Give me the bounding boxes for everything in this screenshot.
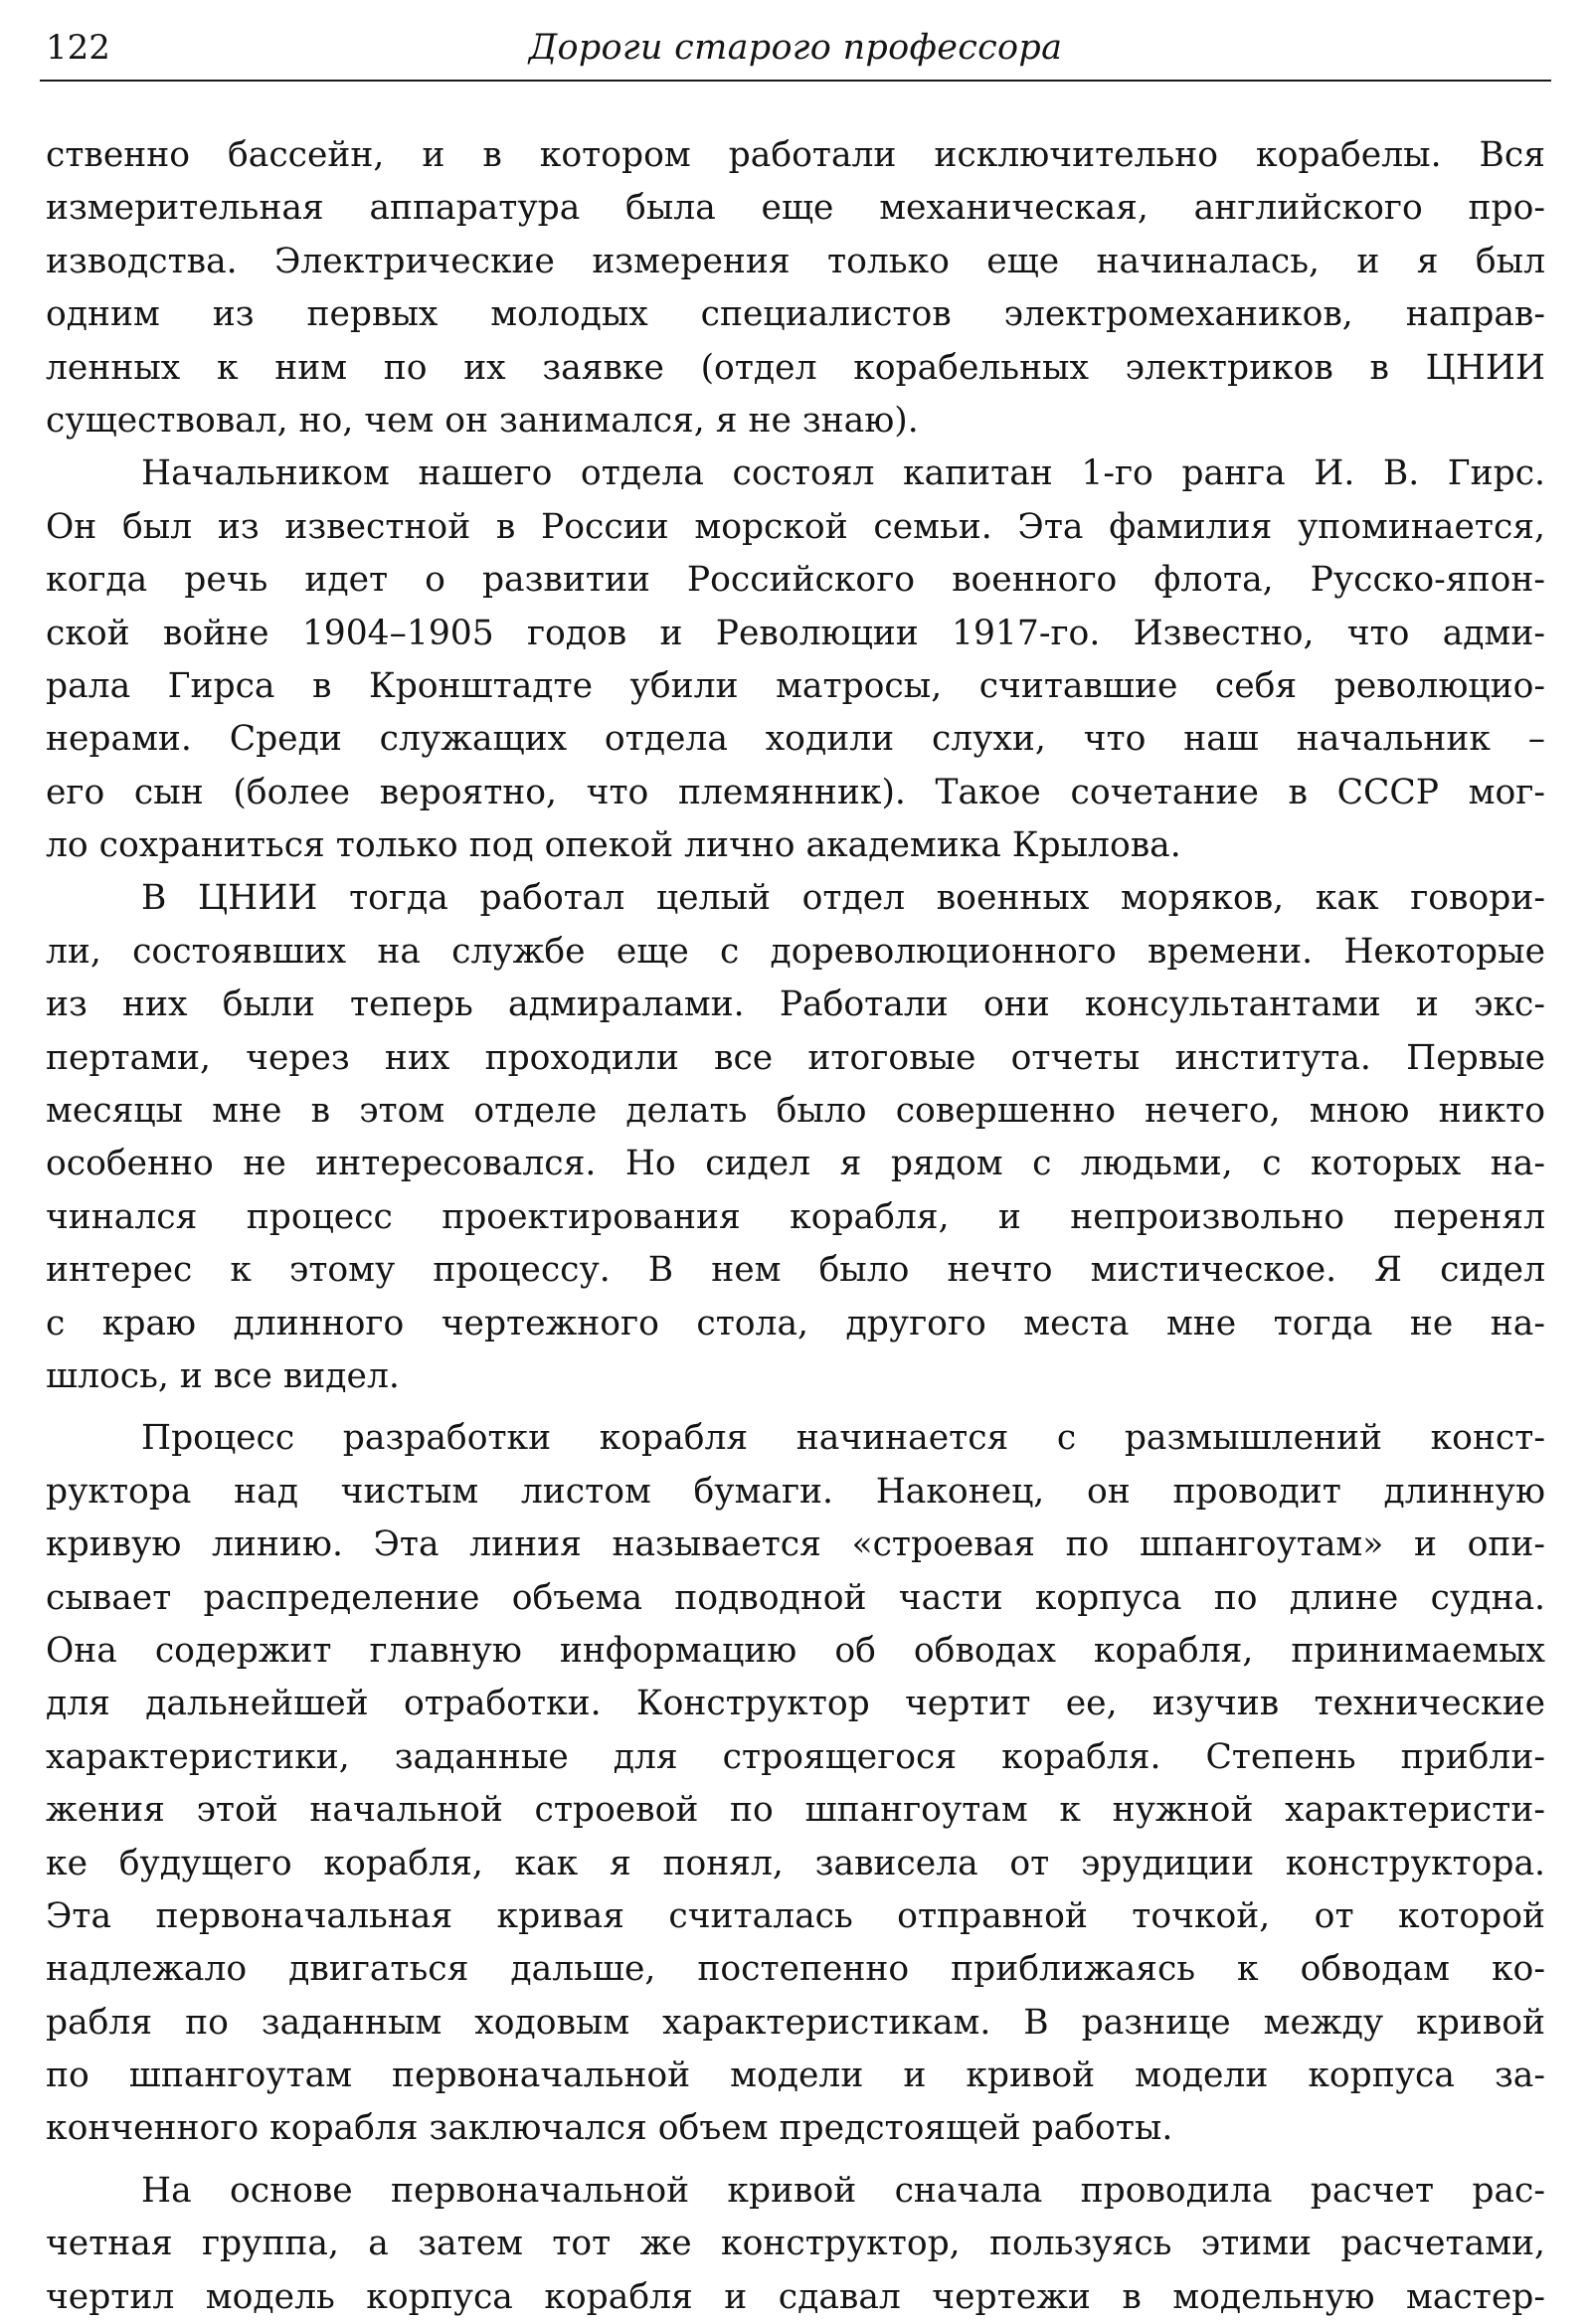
text-line: характеристики, заданные для строящегося корабля. Степень прибли- <box>46 1736 1545 1777</box>
text-line: пертами, через них проходили все итоговые отчеты института. Первые <box>46 1037 1545 1078</box>
text-line: с краю длинного чертежного стола, другого места мне тогда не на- <box>46 1303 1545 1343</box>
body-text <box>46 129 1545 2324</box>
text-line: В ЦНИИ тогда работал целый отдел военных моряков, как говори- <box>141 878 1545 919</box>
text-line: сывает распределение объема подводной части корпуса по длине судна. <box>46 1577 1545 1618</box>
text-line: чинался процесс проектирования корабля, и непроизвольно перенял <box>46 1196 1545 1237</box>
text-line: жения этой начальной строевой по шпангоутам к нужной характеристи- <box>46 1790 1545 1831</box>
text-line: нерами. Среди служащих отдела ходили слухи, что наш начальник – <box>46 719 1545 760</box>
text-line: ской войне 1904–1905 годов и Революции 1917-го. Известно, что адми- <box>46 613 1545 653</box>
page-number: 122 <box>46 28 110 68</box>
text-line: Эта первоначальная кривая считалась отправной точкой, от которой <box>46 1895 1545 1936</box>
text-line: Он был из известной в России морской семьи. Эта фамилия упоминается, <box>46 506 1545 547</box>
running-header <box>40 22 1551 82</box>
text-line: конченного корабля заключался объем предстоящей работы. <box>46 2108 1173 2149</box>
text-line: шлось, и все видел. <box>46 1355 400 1396</box>
text-line: для дальнейшей отработки. Конструктор чертит ее, изучив технические <box>46 1684 1545 1724</box>
paragraph <box>46 1412 1545 2155</box>
text-line: Процесс разработки корабля начинается с размышлений конст- <box>141 1418 1545 1459</box>
text-line: руктора над чистым листом бумаги. Наконец, он проводит длинную <box>46 1471 1545 1512</box>
text-line: ке будущего корабля, как я понял, зависела от эрудиции конструктора. <box>46 1843 1545 1883</box>
text-line: интерес к этому процессу. В нем было нечто мистическое. Я сидел <box>46 1250 1545 1291</box>
text-line: измерительная аппаратура была еще механическая, английского про- <box>46 188 1545 229</box>
text-line: ли, состоявших на службе еще с дореволюционного времени. Некоторые <box>46 931 1545 972</box>
paragraph <box>46 129 1545 447</box>
paragraph <box>46 447 1545 872</box>
text-line: его сын (более вероятно, что племянник). Такое сочетание в СССР мог- <box>46 772 1545 812</box>
text-line: существовал, но, чем он занимался, я не знаю). <box>46 400 919 441</box>
text-line: изводства. Электрические измерения только еще начиналась, и я был <box>46 241 1545 281</box>
paragraph <box>46 2165 1545 2324</box>
text-line: ленных к ним по их заявке (отдел корабельных электриков в ЦНИИ <box>46 347 1545 388</box>
text-line: чертил модель корпуса корабля и сдавал чертежи в модельную мастер- <box>46 2276 1545 2317</box>
text-line: по шпангоутам первоначальной модели и кривой модели корпуса за- <box>46 2056 1545 2096</box>
text-line: ственно бассейн, и в котором работали исключительно корабелы. Вся <box>46 135 1545 175</box>
text-line: одним из первых молодых специалистов электромехаников, направ- <box>46 294 1545 335</box>
text-line: Начальником нашего отдела состоял капитан 1-го ранга И. В. Гирс. <box>141 453 1545 494</box>
text-line: рала Гирса в Кронштадте убили матросы, считавшие себя революцио- <box>46 665 1545 706</box>
text-line: особенно не интересовался. Но сидел я рядом с людьми, с которых на- <box>46 1144 1545 1184</box>
text-line: месяцы мне в этом отделе делать было совершенно нечего, мною никто <box>46 1091 1545 1132</box>
paragraph-gap <box>46 2156 1545 2165</box>
text-line: ло сохраниться только под опекой лично академика Крылова. <box>46 825 1181 866</box>
text-line: когда речь идет о развитии Российского военного флота, Русско-япон- <box>46 560 1545 601</box>
text-line: На основе первоначальной кривой сначала проводила расчет рас- <box>141 2170 1545 2211</box>
text-line: надлежало двигаться дальше, постепенно приближаясь к обводам ко- <box>46 1949 1545 1990</box>
text-line: кривую линию. Эта линия называется «строевая по шпангоутам» и опи- <box>46 1524 1545 1565</box>
running-title: Дороги старого профессора <box>528 28 1063 68</box>
paragraph-gap <box>46 1403 1545 1412</box>
text-line: четная группа, а затем тот же конструктор, пользуясь этими расчетами, <box>46 2224 1545 2264</box>
text-line: рабля по заданным ходовым характеристикам. В разнице между кривой <box>46 2002 1545 2043</box>
paragraph <box>46 872 1545 1403</box>
text-line: из них были теперь адмиралами. Работали они консультантами и экс- <box>46 984 1545 1025</box>
text-line: Она содержит главную информацию об обводах корабля, принимаемых <box>46 1630 1545 1671</box>
